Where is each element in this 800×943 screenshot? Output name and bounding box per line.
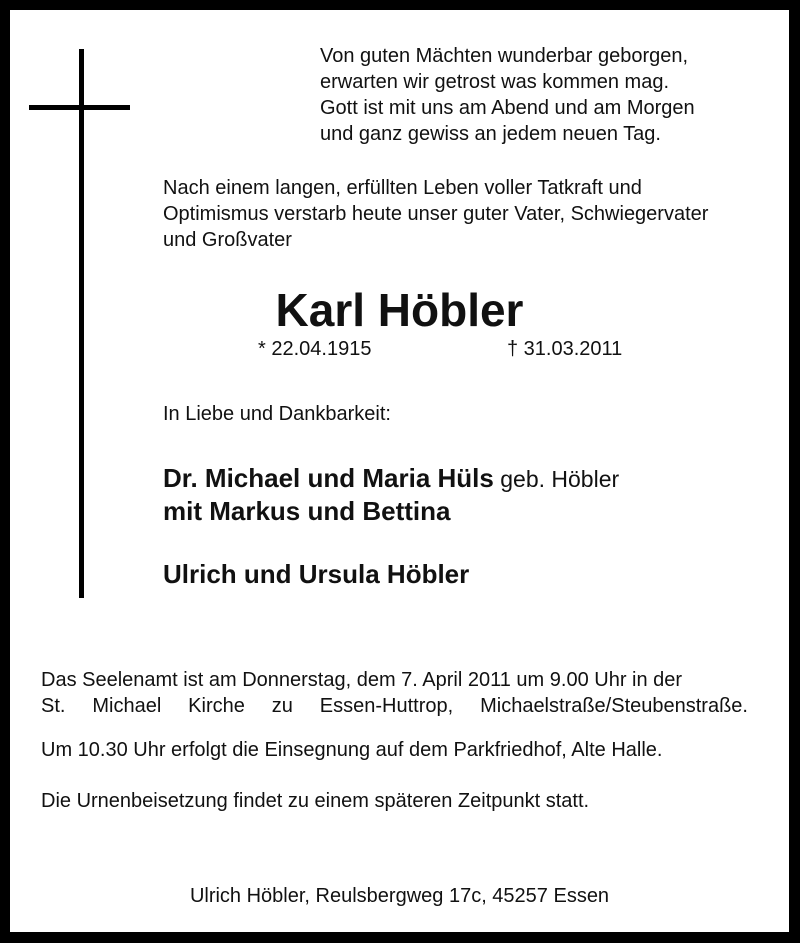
- birth-date: * 22.04.1915: [258, 338, 372, 360]
- deceased-name: Karl Höbler: [275, 284, 524, 336]
- service-info: [41, 667, 748, 719]
- obituary-card: [10, 10, 789, 932]
- blessing-info: Um 10.30 Uhr erfolgt die Einsegnung auf dem Parkfriedhof, Alte Halle.: [41, 739, 663, 761]
- intro-line: Nach einem langen, erfüllten Leben voller Tatkraft und: [163, 177, 642, 199]
- intro-line: Optimismus verstarb heute unser guter Vater, Schwiegervater: [163, 203, 709, 225]
- family-line-3: Ulrich und Ursula Höbler: [163, 559, 470, 589]
- family-names: Dr. Michael und Maria Hüls: [163, 463, 494, 493]
- intro-text: [163, 175, 708, 253]
- death-date: † 31.03.2011: [507, 338, 623, 360]
- contact-address: Ulrich Höbler, Reulsbergweg 17c, 45257 Essen: [189, 885, 610, 907]
- intro-line: und Großvater: [163, 229, 292, 251]
- cross-horizontal-bar: [29, 105, 130, 110]
- service-line-1: Das Seelenamt ist am Donnerstag, dem 7. April 2011 um 9.00 Uhr in der: [41, 669, 683, 691]
- family-line-2: mit Markus und Bettina: [163, 496, 451, 526]
- poem-line: Gott ist mit uns am Abend und am Morgen: [320, 97, 695, 119]
- urn-info: Die Urnenbeisetzung findet zu einem späteren Zeitpunkt statt.: [41, 790, 590, 812]
- maiden-name: geb. Höbler: [493, 466, 620, 492]
- poem-line: erwarten wir getrost was kommen mag.: [320, 71, 670, 93]
- poem-line: Von guten Mächten wunderbar geborgen,: [320, 45, 689, 67]
- thanks-label: In Liebe und Dankbarkeit:: [163, 403, 391, 425]
- family-line-1: [163, 462, 619, 496]
- service-line-2: St. Michael Kirche zu Essen-Huttrop, Michaelstraße/Steubenstraße.: [41, 695, 748, 717]
- poem-line: und ganz gewiss an jedem neuen Tag.: [320, 123, 661, 145]
- poem: [320, 43, 695, 147]
